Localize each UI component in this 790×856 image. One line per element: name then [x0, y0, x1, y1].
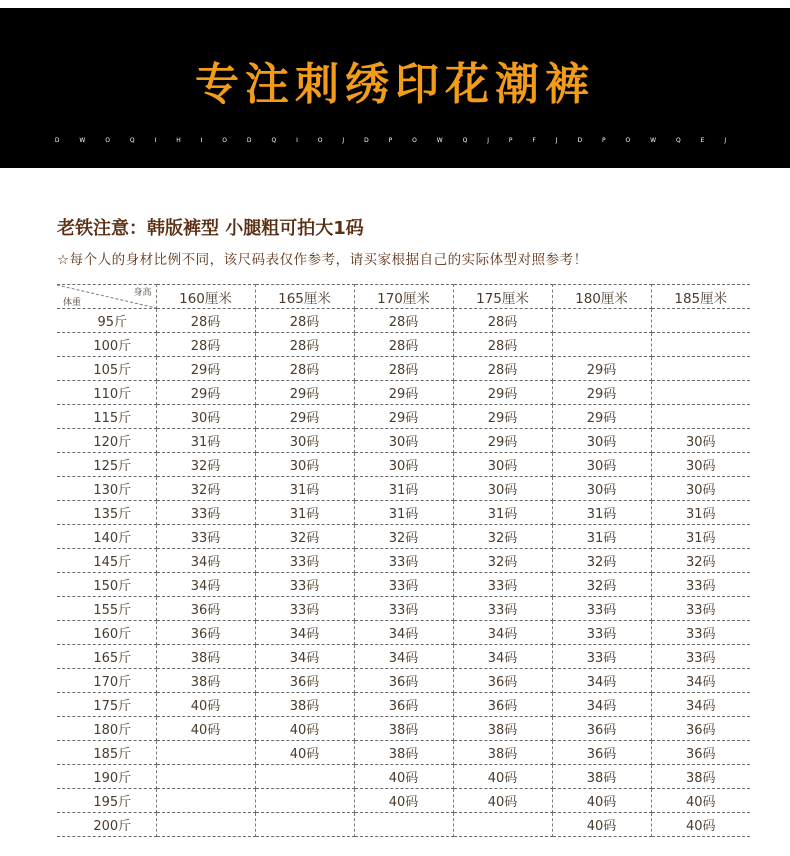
size-cell: 29码	[156, 381, 255, 405]
size-cell: 29码	[552, 357, 651, 381]
size-cell	[651, 309, 750, 333]
table-row	[57, 645, 750, 669]
weight-cell: 175斤	[57, 693, 156, 717]
notice-title: 老铁注意：韩版裤型 小腿粗可拍大1码	[57, 218, 364, 239]
weight-cell: 170斤	[57, 669, 156, 693]
size-cell	[156, 813, 255, 837]
height-header: 175厘米	[453, 285, 552, 309]
table-row	[57, 333, 750, 357]
size-cell: 38码	[156, 669, 255, 693]
size-cell: 36码	[651, 741, 750, 765]
size-cell: 31码	[552, 525, 651, 549]
size-cell: 32码	[354, 525, 453, 549]
size-cell: 30码	[552, 429, 651, 453]
size-cell	[651, 333, 750, 357]
size-cell: 31码	[354, 501, 453, 525]
size-cell: 33码	[255, 573, 354, 597]
size-cell: 40码	[354, 765, 453, 789]
size-cell: 34码	[255, 621, 354, 645]
size-cell: 40码	[156, 693, 255, 717]
size-cell: 36码	[354, 693, 453, 717]
size-cell: 40码	[651, 789, 750, 813]
table-row	[57, 381, 750, 405]
weight-cell: 165斤	[57, 645, 156, 669]
size-cell: 34码	[552, 693, 651, 717]
size-cell: 33码	[552, 645, 651, 669]
size-cell: 31码	[651, 501, 750, 525]
size-cell: 30码	[453, 453, 552, 477]
size-cell: 36码	[651, 717, 750, 741]
size-cell: 32码	[453, 525, 552, 549]
table-row	[57, 477, 750, 501]
height-header: 160厘米	[156, 285, 255, 309]
size-cell	[255, 813, 354, 837]
weight-cell: 140斤	[57, 525, 156, 549]
size-cell: 32码	[552, 573, 651, 597]
weight-cell: 110斤	[57, 381, 156, 405]
size-cell: 28码	[255, 333, 354, 357]
size-cell: 38码	[552, 765, 651, 789]
size-cell: 29码	[354, 405, 453, 429]
size-cell	[255, 765, 354, 789]
table-row	[57, 525, 750, 549]
size-cell: 29码	[255, 405, 354, 429]
size-cell: 31码	[156, 429, 255, 453]
size-cell: 33码	[651, 645, 750, 669]
size-cell: 28码	[255, 309, 354, 333]
size-cell: 40码	[255, 741, 354, 765]
size-cell: 32码	[453, 549, 552, 573]
size-cell: 30码	[156, 405, 255, 429]
size-cell: 30码	[255, 429, 354, 453]
size-cell: 33码	[651, 573, 750, 597]
weight-cell: 200斤	[57, 813, 156, 837]
table-row	[57, 741, 750, 765]
table-row	[57, 717, 750, 741]
size-cell: 29码	[156, 357, 255, 381]
size-cell: 34码	[453, 645, 552, 669]
corner-weight-label: 体重	[63, 298, 82, 308]
weight-cell: 195斤	[57, 789, 156, 813]
size-cell: 28码	[156, 333, 255, 357]
size-cell: 30码	[651, 453, 750, 477]
weight-cell: 95斤	[57, 309, 156, 333]
size-cell: 30码	[354, 453, 453, 477]
table-row	[57, 693, 750, 717]
size-cell: 30码	[453, 477, 552, 501]
size-cell: 30码	[651, 429, 750, 453]
size-cell: 33码	[552, 597, 651, 621]
size-cell: 40码	[156, 717, 255, 741]
height-header: 170厘米	[354, 285, 453, 309]
table-row	[57, 501, 750, 525]
table-row	[57, 573, 750, 597]
table-row	[57, 549, 750, 573]
table-row	[57, 789, 750, 813]
table-row	[57, 405, 750, 429]
size-cell: 29码	[453, 381, 552, 405]
size-cell: 36码	[156, 597, 255, 621]
size-cell: 29码	[453, 405, 552, 429]
weight-cell: 155斤	[57, 597, 156, 621]
header-row	[57, 285, 750, 309]
size-cell	[156, 789, 255, 813]
weight-cell: 180斤	[57, 717, 156, 741]
table-row	[57, 309, 750, 333]
corner-cell	[57, 285, 156, 309]
size-cell: 29码	[255, 381, 354, 405]
size-cell: 28码	[354, 333, 453, 357]
header-banner	[0, 8, 790, 168]
height-header: 180厘米	[552, 285, 651, 309]
size-cell: 33码	[651, 597, 750, 621]
size-cell	[156, 765, 255, 789]
size-cell: 28码	[453, 309, 552, 333]
weight-cell: 190斤	[57, 765, 156, 789]
weight-cell: 100斤	[57, 333, 156, 357]
size-cell	[156, 741, 255, 765]
size-cell	[552, 309, 651, 333]
banner-subtitle: D W O Q I H I O D Q I O J D P O W Q J P F J D P O W Q E J	[54, 137, 736, 144]
size-cell: 29码	[354, 381, 453, 405]
weight-cell: 185斤	[57, 741, 156, 765]
size-cell: 38码	[651, 765, 750, 789]
weight-cell: 115斤	[57, 405, 156, 429]
size-cell: 29码	[552, 381, 651, 405]
size-cell: 31码	[354, 477, 453, 501]
size-cell: 33码	[156, 525, 255, 549]
size-cell: 30码	[255, 453, 354, 477]
size-cell: 31码	[255, 477, 354, 501]
size-cell: 31码	[255, 501, 354, 525]
size-cell	[651, 357, 750, 381]
size-cell: 33码	[255, 549, 354, 573]
size-chart-table	[57, 284, 750, 837]
size-cell: 34码	[651, 669, 750, 693]
size-cell	[651, 381, 750, 405]
size-cell: 38码	[156, 645, 255, 669]
size-cell: 28码	[156, 309, 255, 333]
size-cell: 32码	[552, 549, 651, 573]
size-cell: 30码	[354, 429, 453, 453]
size-cell: 36码	[453, 669, 552, 693]
size-cell: 36码	[552, 741, 651, 765]
size-cell: 28码	[453, 333, 552, 357]
size-cell: 40码	[651, 813, 750, 837]
size-cell: 38码	[255, 693, 354, 717]
size-cell: 29码	[453, 429, 552, 453]
size-cell: 36码	[156, 621, 255, 645]
size-cell: 38码	[453, 717, 552, 741]
size-chart-body	[57, 309, 750, 837]
size-cell: 40码	[255, 717, 354, 741]
size-cell: 36码	[453, 693, 552, 717]
size-cell: 36码	[354, 669, 453, 693]
size-cell: 28码	[453, 357, 552, 381]
size-cell	[552, 333, 651, 357]
size-cell: 30码	[552, 453, 651, 477]
size-cell: 40码	[552, 813, 651, 837]
weight-cell: 145斤	[57, 549, 156, 573]
weight-cell: 160斤	[57, 621, 156, 645]
table-row	[57, 669, 750, 693]
size-cell: 33码	[354, 549, 453, 573]
size-cell: 32码	[156, 453, 255, 477]
size-cell: 34码	[651, 693, 750, 717]
size-cell	[255, 789, 354, 813]
table-row	[57, 765, 750, 789]
size-cell: 40码	[552, 789, 651, 813]
banner-title: 专注刺绣印花潮裤	[195, 59, 595, 110]
size-cell: 33码	[453, 573, 552, 597]
corner-height-label: 身高	[133, 288, 152, 298]
table-row	[57, 357, 750, 381]
size-cell	[651, 405, 750, 429]
size-cell: 34码	[354, 645, 453, 669]
weight-cell: 120斤	[57, 429, 156, 453]
size-cell: 36码	[552, 717, 651, 741]
height-header: 185厘米	[651, 285, 750, 309]
weight-cell: 125斤	[57, 453, 156, 477]
notice-subtitle: ☆每个人的身材比例不同，该尺码表仅作参考，请买家根据自己的实际体型对照参考！	[57, 252, 588, 268]
table-row	[57, 621, 750, 645]
size-cell: 33码	[354, 573, 453, 597]
size-cell: 32码	[255, 525, 354, 549]
size-cell: 32码	[156, 477, 255, 501]
weight-cell: 150斤	[57, 573, 156, 597]
size-cell	[354, 813, 453, 837]
size-cell: 40码	[453, 789, 552, 813]
size-cell: 34码	[453, 621, 552, 645]
size-cell: 28码	[354, 357, 453, 381]
size-cell: 31码	[453, 501, 552, 525]
size-cell: 34码	[156, 549, 255, 573]
size-cell: 33码	[354, 597, 453, 621]
size-cell: 28码	[255, 357, 354, 381]
size-cell: 30码	[651, 477, 750, 501]
size-cell: 32码	[651, 549, 750, 573]
size-cell: 38码	[354, 717, 453, 741]
size-cell: 33码	[255, 597, 354, 621]
weight-cell: 105斤	[57, 357, 156, 381]
size-cell: 40码	[354, 789, 453, 813]
size-cell: 33码	[651, 621, 750, 645]
table-row	[57, 597, 750, 621]
table-row	[57, 813, 750, 837]
size-cell: 38码	[354, 741, 453, 765]
size-cell: 34码	[255, 645, 354, 669]
size-cell	[453, 813, 552, 837]
size-cell: 31码	[552, 501, 651, 525]
size-cell: 30码	[552, 477, 651, 501]
size-cell: 34码	[354, 621, 453, 645]
size-cell: 29码	[552, 405, 651, 429]
table-row	[57, 453, 750, 477]
table-row	[57, 429, 750, 453]
size-cell: 33码	[453, 597, 552, 621]
size-cell: 34码	[552, 669, 651, 693]
size-cell: 40码	[453, 765, 552, 789]
size-cell: 36码	[255, 669, 354, 693]
size-cell: 34码	[156, 573, 255, 597]
size-cell: 28码	[354, 309, 453, 333]
size-cell: 33码	[552, 621, 651, 645]
height-header: 165厘米	[255, 285, 354, 309]
size-cell: 38码	[453, 741, 552, 765]
size-cell: 33码	[156, 501, 255, 525]
weight-cell: 135斤	[57, 501, 156, 525]
weight-cell: 130斤	[57, 477, 156, 501]
size-cell: 31码	[651, 525, 750, 549]
